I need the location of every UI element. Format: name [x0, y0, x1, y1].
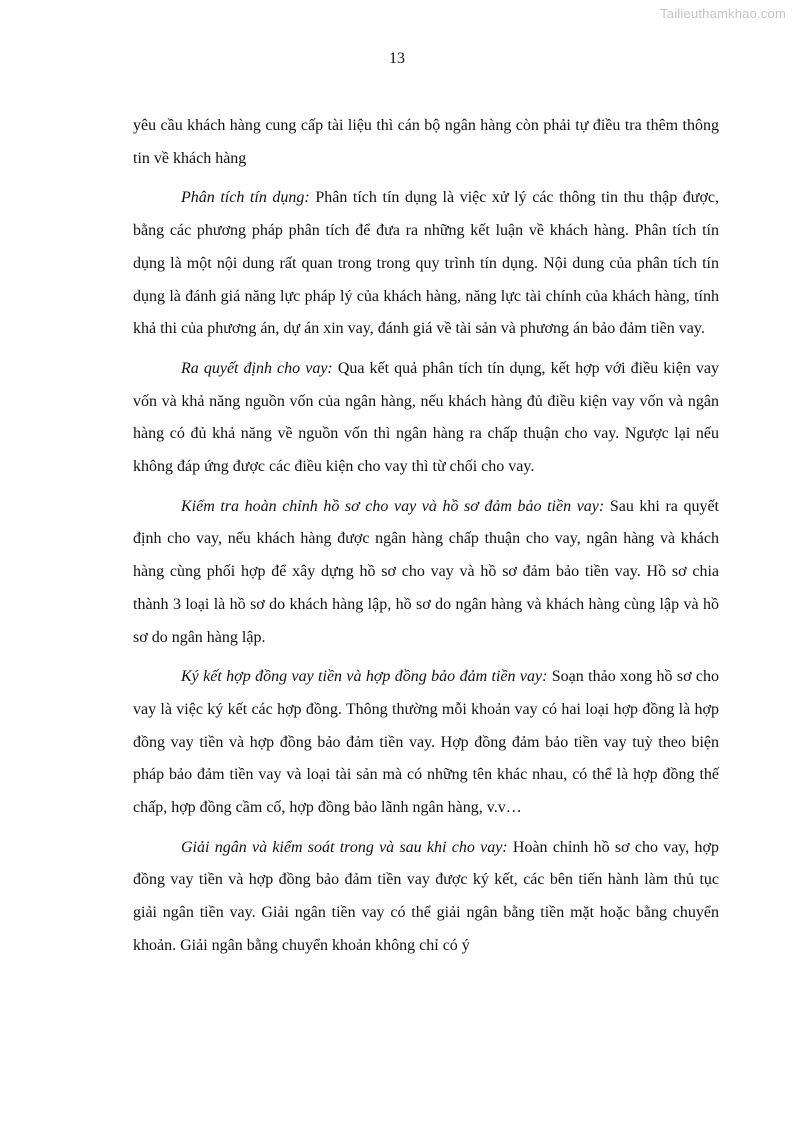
paragraph-text: Sau khi ra quyết định cho vay, nếu khách hàng được ngân hàng chấp thuận cho vay, ngân hàng và khách hàng cùng phối hợp để xây dựng hồ sơ cho vay và hồ sơ đảm bảo tiền vay. Hồ sơ chia thành 3 loại là hồ sơ do khách hàng lập, hồ sơ do ngân hàng và khách hàng cùng lập và hồ sơ do ngân hàng lập. — [133, 497, 720, 646]
paragraph-continuation — [133, 110, 719, 175]
paragraph-contract-signing — [133, 661, 719, 825]
paragraph-text: Phân tích tín dụng là việc xử lý các thông tin thu thập được, bằng các phương pháp phân tích để đưa ra những kết luận về khách hàng. Phân tích tín dụng là một nội dung rất quan trong trong quy trình tín dụng. Nội dung của phân tích tín dụng là đánh giá năng lực pháp lý của khách hàng, năng lực tài chính của khách hàng, tính khả thi của phương án, dự án xin vay, đánh giá về tài sản và phương án bảo đảm tiền vay. — [133, 189, 720, 338]
page-number: 13 — [389, 50, 405, 67]
paragraph-lending-decision — [133, 353, 719, 484]
paragraph-term: Phân tích tín dụng: — [181, 189, 310, 207]
paragraph-text: Hoàn chỉnh hồ sơ cho vay, hợp đồng vay tiền và hợp đồng bảo đảm tiền vay được ký kết, các bên tiến hành làm thủ tục giải ngân tiền vay. Giải ngân tiền vay có thể giải ngân bằng tiền mặt hoặc bằng chuyển khoản. Giải ngân bằng chuyển khoản không chỉ có ý — [133, 838, 719, 954]
paragraph-term: Kiểm tra hoàn chỉnh hồ sơ cho vay và hồ sơ đảm bảo tiền vay: — [181, 497, 605, 515]
paragraph-term: Ký kết hợp đồng vay tiền và hợp đồng bảo đảm tiền vay: — [181, 668, 548, 686]
paragraph-credit-analysis — [133, 182, 719, 346]
paragraph-disbursement — [133, 832, 719, 963]
document-body — [133, 110, 719, 963]
paragraph-dossier-check — [133, 491, 719, 655]
paragraph-term: Ra quyết định cho vay: — [181, 359, 333, 377]
paragraph-term: Giải ngân và kiểm soát trong và sau khi cho vay: — [181, 838, 508, 856]
paragraph-text: Qua kết quả phân tích tín dụng, kết hợp với điều kiện vay vốn và khả năng nguồn vốn của ngân hàng, nếu khách hàng đủ điều kiện vay vốn và ngân hàng có đủ khả năng về nguồn vốn thì ngân hàng ra chấp thuận cho vay. Ngược lại nếu không đáp ứng được các điều kiện cho vay thì từ chối cho vay. — [133, 359, 720, 476]
paragraph-text: yêu cầu khách hàng cung cấp tài liệu thì cán bộ ngân hàng còn phải tự điều tra thêm thông tin về khách hàng — [133, 117, 719, 167]
paragraph-text: Soạn thảo xong hồ sơ cho vay là việc ký kết các hợp đồng. Thông thường mỗi khoản vay có hai loại hợp đồng là hợp đồng vay tiền và hợp đồng bảo đảm tiền vay. Hợp đồng đảm bảo tiền vay tuỳ theo biện pháp bảo đảm tiền vay và loại tài sản mà có những tên khác nhau, có thể là hợp đồng thế chấp, hợp đồng cầm cố, hợp đồng bảo lãnh ngân hàng, v.v… — [133, 668, 720, 817]
watermark: Tailieuthamkhao.com — [660, 6, 786, 21]
